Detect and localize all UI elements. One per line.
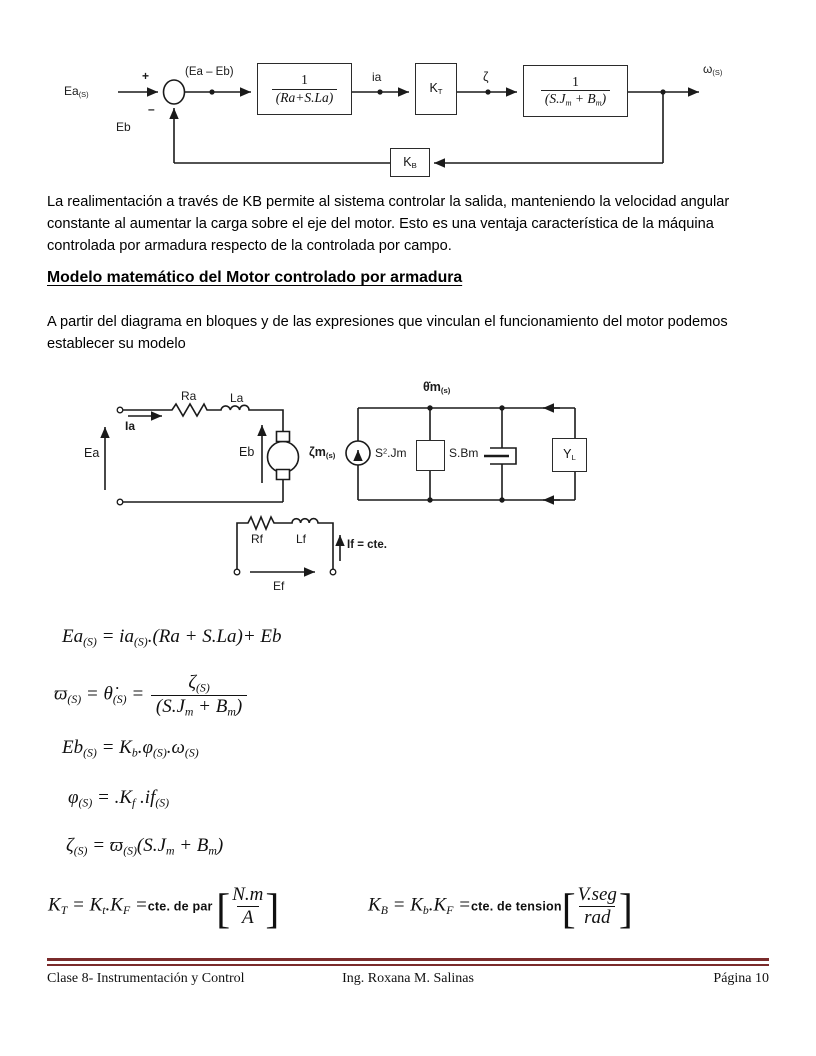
equation-torque: ζ(S) = ϖ(S)(S.Jm + Bm) [66, 835, 224, 858]
voltage-eb-label: Eb [239, 445, 255, 459]
kt-label: KT [429, 81, 443, 97]
feedback-eb-label: Eb [116, 120, 131, 134]
voltage-ea-label: Ea [84, 446, 100, 460]
input-signal-label: Ea(S) [64, 84, 89, 100]
footer-rule [47, 958, 769, 966]
sum-plus-sign: + [142, 69, 150, 83]
footer-author: Ing. Roxana M. Salinas [342, 971, 474, 986]
inductor-la-label: La [230, 391, 244, 405]
zeta-signal-label: ζ [483, 70, 489, 84]
load-yl-label: YL [563, 447, 576, 463]
kb-label: KB [403, 154, 417, 171]
inertia-box [416, 440, 445, 471]
equation-back-emf: Eb(S) = Kb.φ(S).ω(S) [62, 737, 199, 760]
error-signal-label: (Ea – Eb) [185, 66, 234, 78]
resistor-rf-label: Rf [251, 532, 263, 546]
inductor-lf-label: Lf [296, 532, 307, 546]
equation-speed: ϖ(S) = θ̇(S) = $\frac{\zeta(S)}{(S.Jm + Bm)}$ [54, 672, 249, 719]
torque-source-label: ζm(s) [309, 445, 336, 461]
kb-feedback-block [390, 148, 430, 177]
footer [47, 971, 769, 987]
kt-gain-block [415, 63, 457, 115]
equation-armature-voltage: Ea(S) = ia(S).(Ra + S.La)+ Eb [62, 626, 282, 649]
resistor-Ra-and-inductor-La [123, 404, 283, 433]
paragraph-model-intro: A partir del diagrama en bloques y de las expresiones que vinculan el funcionamiento del motor podemos establecer su modelo [47, 314, 728, 352]
block2-numerator: 1 [572, 73, 579, 89]
footer-course: Clase 8- Instrumentación y Control [47, 971, 245, 986]
damping-sbm-label: S.Bm [449, 446, 479, 460]
current-ia-label: Ia [125, 419, 136, 433]
inertia-s2jm-label: $S^2.Jm$ [375, 446, 407, 460]
armature-transfer-block [257, 63, 352, 115]
field-current-label: If = cte. [347, 539, 387, 551]
summing-junction [164, 80, 185, 104]
sum-minus-sign: – [148, 102, 155, 116]
equation-flux: φ(S) = .Kf .if(S) [68, 787, 170, 810]
equation-kb-constant: KB = Kb.KF =cte. de tension[ $\frac{\text{V.seg}}{\text{rad}}$ ] [368, 884, 633, 934]
block2-denominator: (S.Jm + Bm) [541, 90, 610, 108]
theta-dot-label: θ̇m(s) [423, 380, 451, 396]
damper-symbol [484, 408, 516, 500]
paragraph-feedback-explanation: La realimentación a través de KB permite al sistema controlar la salida, manteniendo la velocidad angular constante al aumentar la carga sobre el eje del motor. Esto es una ventaja característica de la máquina controlada por armadura respecto de la controlada por campo. [47, 194, 730, 254]
block1-numerator: 1 [301, 72, 308, 88]
motor-symbol [268, 442, 299, 473]
block1-denominator: (Ra+S.La) [272, 89, 337, 106]
field-voltage-ef-label: Ef [273, 579, 285, 593]
section-heading: Modelo matemático del Motor controlado por armadura [47, 269, 463, 286]
mechanical-transfer-block [523, 65, 628, 117]
load-yl-box [552, 438, 587, 472]
ia-signal-label: ia [372, 70, 382, 84]
resistor-ra-label: Ra [181, 389, 197, 403]
output-omega-label: ω(S) [703, 62, 723, 78]
footer-page-number: Página 10 [713, 971, 770, 986]
equation-kt-constant: KT = Kt.KF =cte. de par [ $\frac{N.m}{A}$ ] [48, 884, 280, 934]
torque-source-symbol [346, 441, 370, 465]
